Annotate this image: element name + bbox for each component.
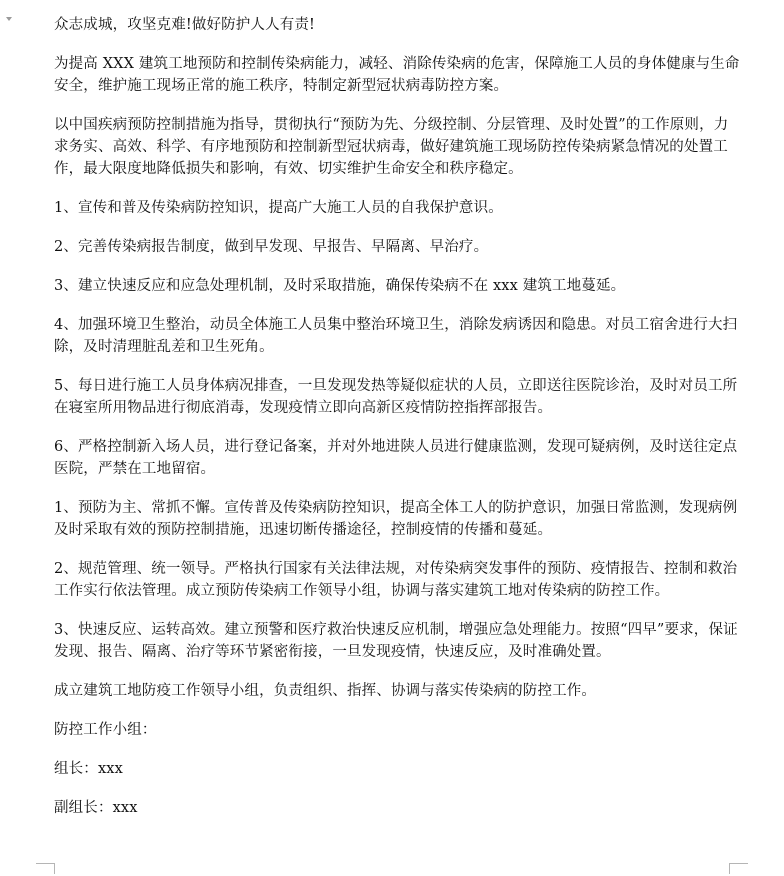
paragraph-goal-2: 2、完善传染病报告制度，做到早发现、早报告、早隔离、早治疗。 <box>54 239 489 255</box>
paragraph-team-leader: 组长：xxx <box>54 761 123 777</box>
paragraph-goal-6: 6、严格控制新入场人员，进行登记备案，并对外地进陕人员进行健康监测，发现可疑病例，及时送往定点医院，严禁在工地留宿。 <box>54 439 738 477</box>
paragraph-principle-2: 2、规范管理、统一领导。严格执行国家有关法律法规，对传染病突发事件的预防、疫情报告、控制和救治工作实行依法管理。成立预防传染病工作领导小组，协调与落实建筑工地对传染病的防控工作。 <box>54 561 738 599</box>
paragraph-slogan: 众志成城，攻坚克难!做好防护人人有责! <box>54 17 316 33</box>
paragraph-principle-3: 3、快速反应、运转高效。建立预警和医疗救治快速反应机制，增强应急处理能力。按照“四早”要求，保证发现、报告、隔离、治疗等环节紧密衔接，一旦发现疫情，快速反应，及时准确处置。 <box>54 622 738 660</box>
collapse-marker-icon[interactable] <box>6 17 12 21</box>
document-body <box>54 14 740 836</box>
paragraph-goal-5: 5、每日进行施工人员身体病况排查，一旦发现发热等疑似症状的人员，立即送往医院诊治，及时对员工所在寝室所用物品进行彻底消毒，发现疫情立即向高新区疫情防控指挥部报告。 <box>54 378 738 416</box>
paragraph-goal-1: 1、宣传和普及传染病防控知识，提高广大施工人员的自我保护意识。 <box>54 200 503 216</box>
page-corner-mark-right <box>729 863 748 874</box>
page-corner-mark-left <box>36 863 55 874</box>
paragraph-leadership-group: 成立建筑工地防疫工作领导小组，负责组织、指挥、协调与落实传染病的防控工作。 <box>54 683 597 699</box>
paragraph-goal-4: 4、加强环境卫生整治，动员全体施工人员集中整治环境卫生，消除发病诱因和隐患。对员工宿舍进行大扫除，及时清理脏乱差和卫生死角。 <box>54 317 738 355</box>
paragraph-purpose: 为提高 XXX 建筑工地预防和控制传染病能力，减轻、消除传染病的危害，保障施工人员的身体健康与生命安全，维护施工现场正常的施工秩序，特制定新型冠状病毒防控方案。 <box>54 56 740 94</box>
paragraph-team-heading: 防控工作小组： <box>54 722 157 738</box>
paragraph-goal-3: 3、建立快速反应和应急处理机制，及时采取措施，确保传染病不在 xxx 建筑工地蔓延。 <box>54 278 626 294</box>
paragraph-deputy-leader: 副组长：xxx <box>54 800 138 816</box>
paragraph-principle-1: 1、预防为主、常抓不懈。宣传普及传染病防控知识，提高全体工人的防护意识，加强日常监测，发现病例及时采取有效的预防控制措施，迅速切断传播途径，控制疫情的传播和蔓延。 <box>54 500 738 538</box>
paragraph-principles: 以中国疾病预防控制措施为指导，贯彻执行“预防为先、分级控制、分层管理、及时处置”的工作原则，力求务实、高效、科学、有序地预防和控制新型冠状病毒，做好建筑施工现场防控传染病紧急情况的处置工作，最大限度地降低损失和影响，有效、切实维护生命安全和秩序稳定。 <box>54 117 729 177</box>
